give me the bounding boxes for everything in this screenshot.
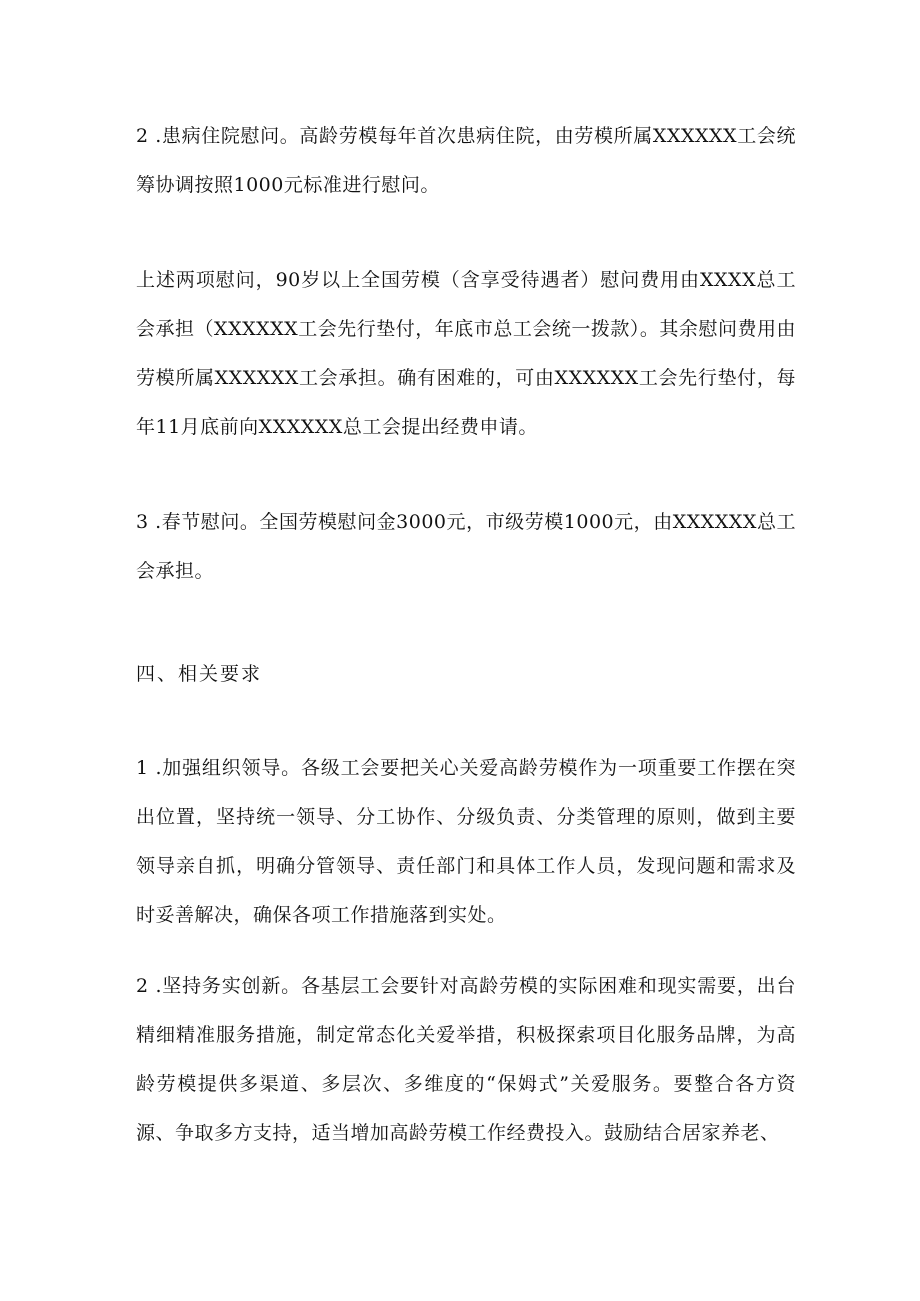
paragraph-organizational-leadership: 1 .加强组织领导。各级工会要把关心关爱高龄劳模作为一项重要工作摆在突出位置，坚持统一领导、分工协作、分级负责、分类管理的原则，做到主要领导亲自抓，明确分管领导、责任部门和具体工作人员，发现问题和需求及时妥善解决，确保各项工作措施落到实处。 xyxy=(136,757,796,926)
paragraph-spring-festival-visit: 3 .春节慰问。全国劳模慰问金3000元，市级劳模1000元，由XXXXXX总工会承担。 xyxy=(136,511,796,582)
section-heading-requirements: 四、相关要求 xyxy=(136,663,263,685)
paragraph-practical-innovation: 2 .坚持务实创新。各基层工会要针对高龄劳模的实际困难和现实需要，出台精细精准服务措施，制定常态化关爱举措，积极探索项目化服务品牌，为高龄劳模提供多渠道、多层次、多维度的“保姆式”关爱服务。要整合各方资源、争取多方支持，适当增加高龄劳模工作经费投入。鼓励结合居家养老、 xyxy=(136,975,796,1144)
paragraph-funding-note: 上述两项慰问，90岁以上全国劳模（含享受待遇者）慰问费用由XXXX总工会承担（XXXXXX工会先行垫付，年底市总工会统一拨款）。其余慰问费用由劳模所属XXXXXX工会承担。确有困难的，可由XXXXXX工会先行垫付，每年11月底前向XXXXXX总工会提出经费申请。 xyxy=(136,269,796,438)
paragraph-hospital-visit: 2 .患病住院慰问。高龄劳模每年首次患病住院，由劳模所属XXXXXX工会统筹协调按照1000元标准进行慰问。 xyxy=(136,125,796,196)
